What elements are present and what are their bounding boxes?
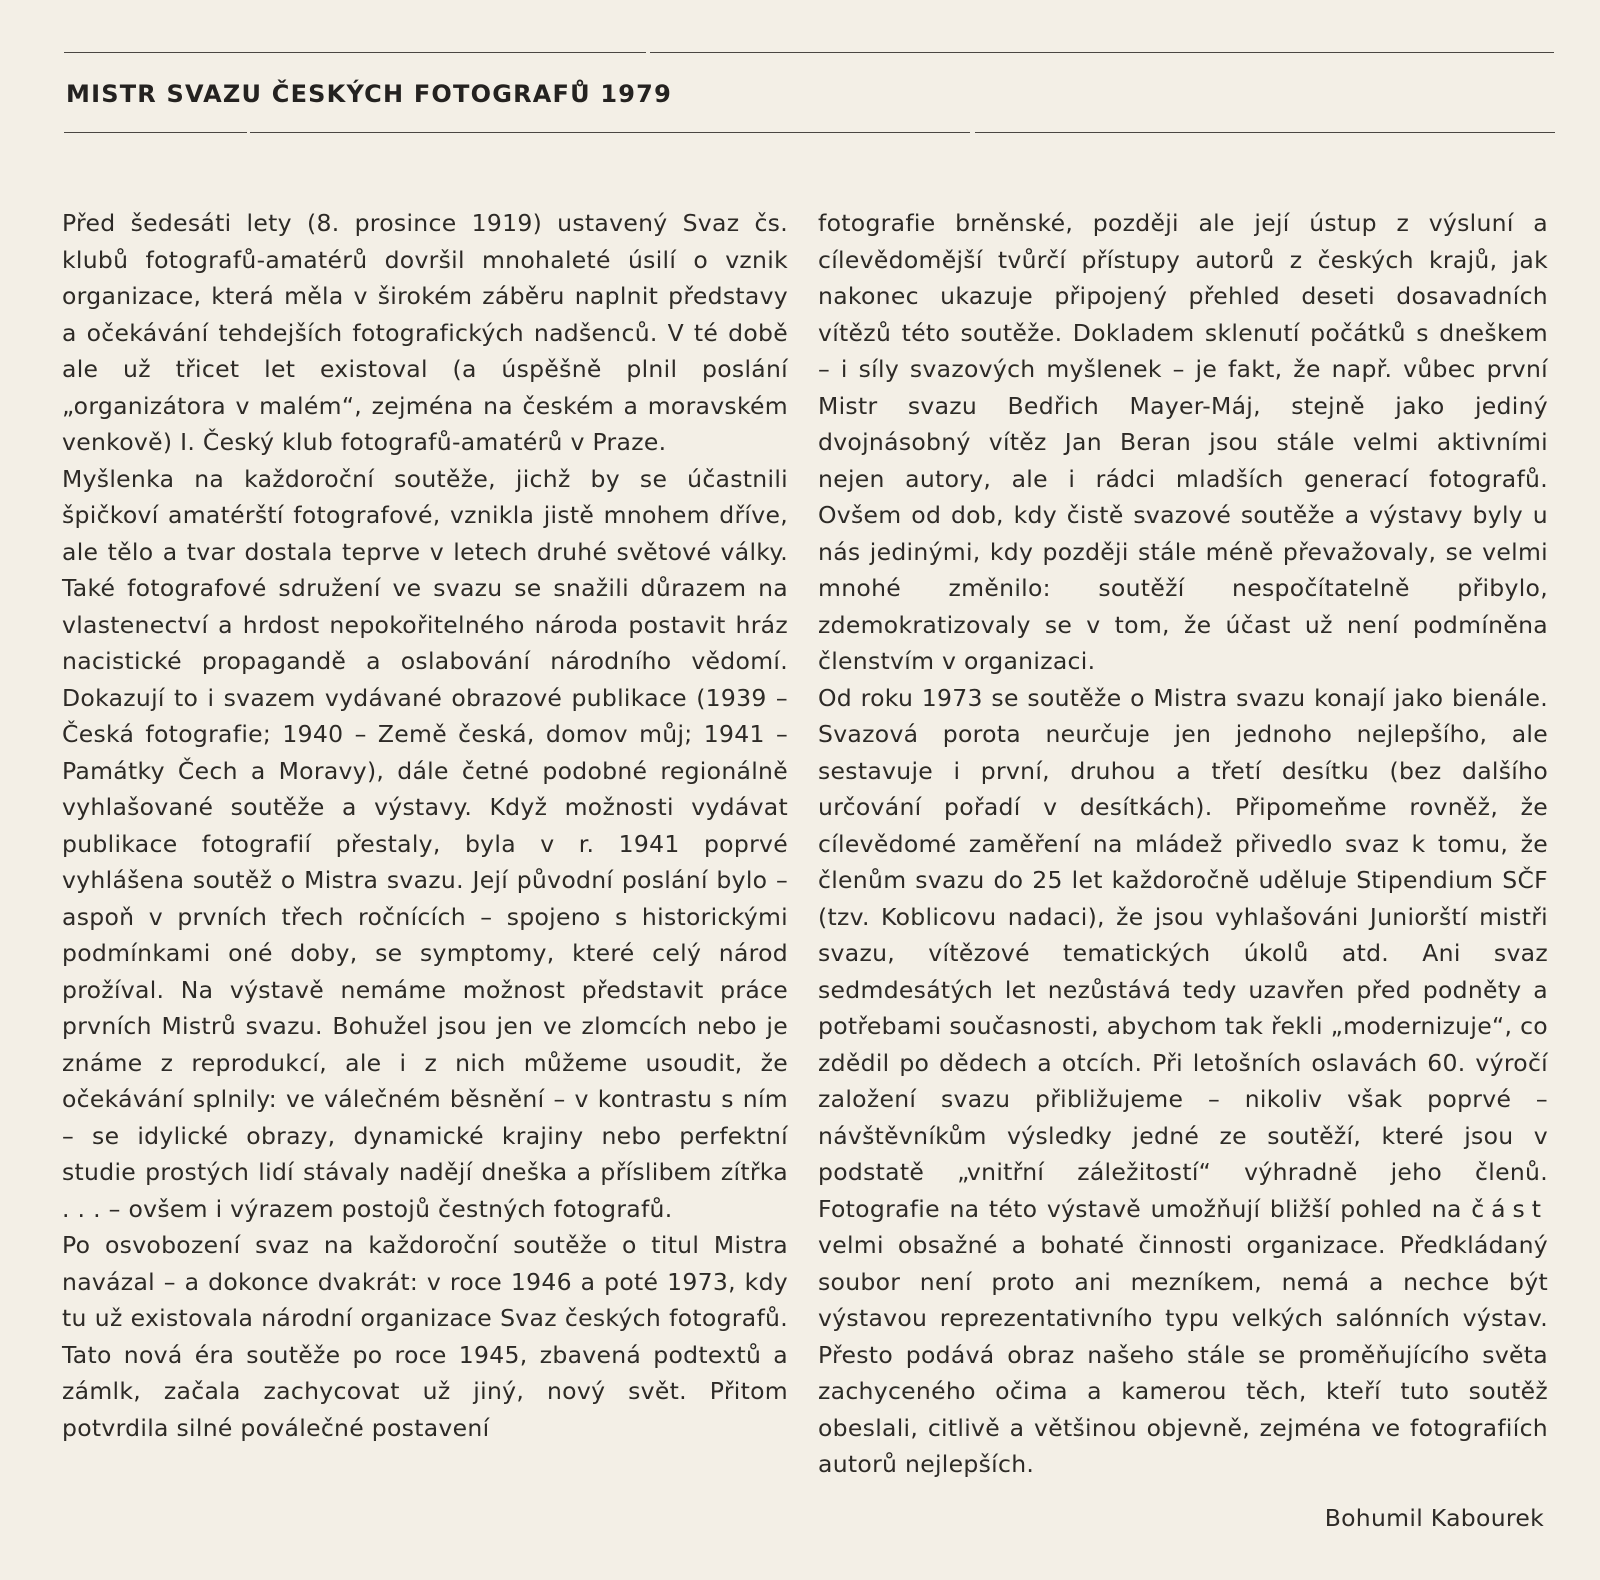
paragraph-text: velmi obsažné a bohaté činnosti organizace. Předkládaný soubor není proto ani mezníkem, nemá a nechce být výstavou reprezentativního typu velkých salónních výstav. Přesto podává obraz našeho stále se proměňujícího světa zachyceného očima a kamerou těch, kteří tuto soutěž obeslali, citlivě a většinou objevně, zejména ve fotografiích autorů nejlepších. bbox=[818, 1231, 1548, 1478]
bottom-rule-1 bbox=[64, 132, 247, 133]
paragraph: fotografie brněnské, později ale její ústup z výsluní a cílevědomější tvůrčí přístupy autorů z českých krajů, jak nakonec ukazuje připojený přehled deseti dosavadních vítězů této soutěže. Dokladem sklenutí počátků s dneškem – i síly svazových myšlenek – je fakt, že např. vůbec první Mistr svazu Bedřich Mayer-Máj, stejně jako jediný dvojnásobný vítěz Jan Beran jsou stále velmi aktivními nejen autory, ale i rádci mladších generací fotografů. Ovšem od dob, kdy čistě svazové soutěže a výstavy byly u nás jedinými, kdy později stále méně převažovaly, se velmi mnohé změnilo: soutěží nespočítatelně přibylo, zdemokratizovaly se v tom, že účast už není podmíněna členstvím v organizaci. bbox=[818, 209, 1548, 675]
top-rule-left bbox=[64, 52, 646, 53]
bottom-rule-2 bbox=[250, 132, 970, 133]
bottom-rule-3 bbox=[975, 132, 1555, 133]
left-column bbox=[62, 205, 788, 1446]
emphasized-word: část bbox=[1471, 1194, 1548, 1223]
top-rule-right bbox=[650, 52, 1554, 53]
paragraph bbox=[818, 680, 1548, 1483]
paragraph-text: Od roku 1973 se soutěže o Mistra svazu konají jako bienále. Svazová porota neurčuje jen jednoho nejlepšího, ale sestavuje i první, druhou a třetí desítku (bez dalšího určování pořadí v desítkách). Připomeňme rovněž, že cílevědomé zaměření na mládež přivedlo svaz k tomu, že členům svazu do 25 let každoročně uděluje Stipendium SČF (tzv. Koblicovu nadaci), že jsou vyhlašováni Juniorští mistři svazu, vítězové tematických úkolů atd. Ani svaz sedmdesátých let nezůstává tedy uzavřen před podněty a potřebami současnosti, abychom tak řekli „modernizuje“, co zdědil po dědech a otcích. Při letošních oslavách 60. výročí založení svazu přibližujeme – nikoliv však poprvé – návštěvníkům výsledky jedné ze soutěží, které jsou v podstatě „vnitřní záležitostí“ výhradně jeho členů. Fotografie na této výstavě umožňují bližší pohled na bbox=[818, 683, 1548, 1223]
page-title: MISTR SVAZU ČESKÝCH FOTOGRAFŮ 1979 bbox=[66, 80, 672, 108]
paragraph: Po osvobození svaz na každoroční soutěže o titul Mistra navázal – a dokonce dvakrát: v roce 1946 a poté 1973, kdy tu už existovala národní organizace Svaz českých fotografů. Tato nová éra soutěže po roce 1945, zbavená podtextů a zámlk, začala zachycovat už jiný, nový svět. Přitom potvrdila silné poválečné postavení bbox=[62, 1231, 788, 1442]
paragraph: Myšlenka na každoroční soutěže, jichž by se účastnili špičkoví amatérští fotografové, vznikla jistě mnohem dříve, ale tělo a tvar dostala teprve v letech druhé světové války. Také fotografové sdružení ve svazu se snažili důrazem na vlastenectví a hrdost nepokořitelného národa postavit hráz nacistické propagandě a oslabování národního vědomí. Dokazují to i svazem vydávané obrazové publikace (1939 – Česká fotografie; 1940 – Země česká, domov můj; 1941 – Památky Čech a Moravy), dále četné podobné regionálně vyhlašované soutěže a výstavy. Když možnosti vydávat publikace fotografií přestaly, byla v r. 1941 poprvé vyhlášena soutěž o Mistra svazu. Její původní poslání bylo – aspoň v prvních třech ročnících – spojeno s historickými podmínkami oné doby, se symptomy, které celý národ prožíval. Na výstavě nemáme možnost představit práce prvních Mistrů svazu. Bohužel jsou jen ve zlomcích nebo je známe z reprodukcí, ale i z nich můžeme usoudit, že očekávání splnily: ve válečném běsnění – v kontrastu s ním – se idylické obrazy, dynamické krajiny nebo perfektní studie prostých lidí stávaly nadějí dneška a příslibem zítřka . . . – ovšem i výrazem postojů čestných fotografů. bbox=[62, 464, 788, 1223]
author-signature: Bohumil Kabourek bbox=[1324, 1504, 1544, 1532]
right-column bbox=[818, 205, 1548, 1483]
paragraph: Před šedesáti lety (8. prosince 1919) ustavený Svaz čs. klubů fotografů-amatérů dovršil mnohaleté úsilí o vznik organizace, která měla v širokém záběru naplnit představy a očekávání tehdejších fotografických nadšenců. V té době ale už třicet let existoval (a úspěšně plnil poslání „organizátora v malém“, zejména na českém a moravském venkově) I. Český klub fotografů-amatérů v Praze. bbox=[62, 209, 788, 456]
